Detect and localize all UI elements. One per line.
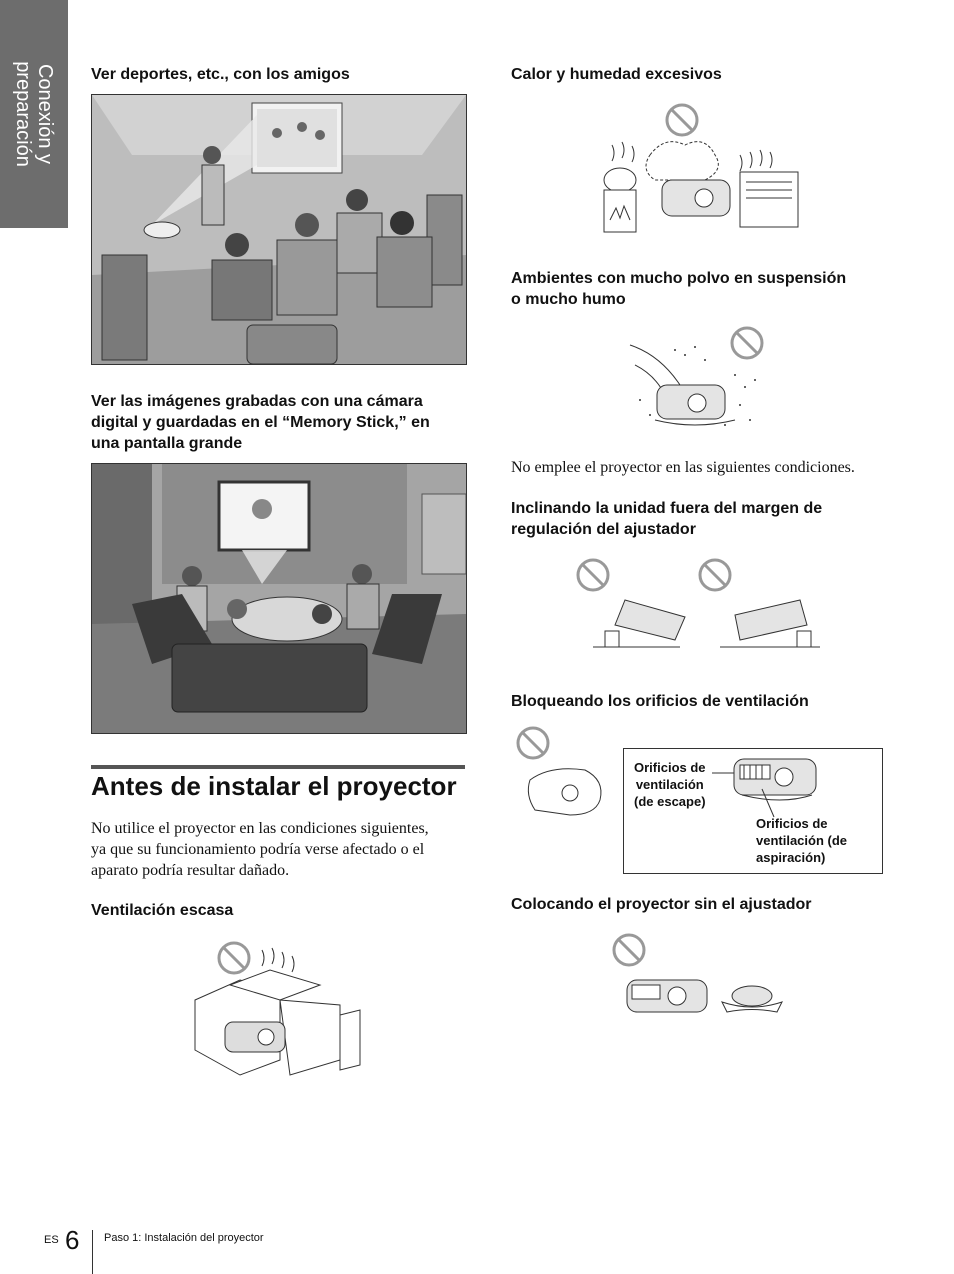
intake-vents-label [756, 815, 847, 866]
heading-sports: Ver deportes, etc., con los amigos [91, 66, 350, 83]
section-rule [91, 765, 465, 769]
exhaust-line1: Orificios de [634, 760, 706, 775]
vents-projector-illustration [712, 751, 822, 821]
no-adjuster-illustration [612, 930, 787, 1025]
side-tab [0, 0, 68, 228]
prohibited-icon [219, 943, 249, 973]
heading-tilt-line1: Inclinando la unidad fuera del margen de [511, 500, 823, 517]
heading-tilt [511, 498, 822, 540]
heading-memory-stick-line2: digital y guardadas en el “Memory Stick,” en [91, 414, 430, 431]
poor-ventilation-illustration [190, 940, 365, 1080]
intake-line1: Orificios de [756, 816, 828, 831]
exhaust-vents-label [634, 759, 706, 810]
vents-callout-box [623, 748, 883, 874]
intro-line3: aparato podría resultar dañado. [91, 862, 290, 879]
side-tab-line1: Conexión y [34, 63, 56, 165]
prohibited-icon [700, 560, 730, 590]
section-title: Antes de instalar el proyector [91, 771, 457, 801]
side-tab-label [12, 61, 56, 167]
footer-text: Paso 1: Instalación del proyector [104, 1232, 264, 1244]
covered-projector-illustration [515, 725, 610, 825]
heading-memory-stick [91, 391, 430, 454]
exhaust-line3: (de escape) [634, 794, 706, 809]
heading-dust-line1: Ambientes con mucho polvo en suspensión [511, 270, 847, 287]
prohibited-icon [667, 105, 697, 135]
usage-note: No emplee el proyector en las siguientes condiciones. [511, 459, 855, 476]
footer-page-number: 6 [65, 1225, 80, 1255]
intake-line2: ventilación (de [756, 833, 848, 848]
prohibited-icon [518, 728, 548, 758]
heading-heat-humidity: Calor y humedad excesivos [511, 66, 722, 83]
heading-memory-stick-line1: Ver las imágenes grabadas con una cámara [91, 393, 423, 410]
heading-dust-line2: o mucho humo [511, 291, 626, 308]
footer-lang: ES [44, 1234, 59, 1246]
intro-paragraph [91, 818, 471, 881]
intro-line1: No utilice el proyector en las condiciones siguientes, [91, 820, 429, 837]
heading-dust-smoke [511, 268, 846, 310]
heading-poor-ventilation: Ventilación escasa [91, 902, 234, 919]
tilt-illustration [575, 555, 825, 660]
dust-smoke-illustration [625, 325, 770, 440]
heading-memory-stick-line3: una pantalla grande [91, 435, 243, 452]
heading-no-adjuster: Colocando el proyector sin el ajustador [511, 896, 812, 913]
heat-humidity-illustration [600, 100, 805, 240]
footer-divider [92, 1230, 93, 1274]
intake-line3: aspiración) [756, 850, 826, 865]
side-tab-line2: preparación [12, 61, 34, 167]
dining-room-photo [91, 463, 467, 734]
heading-block-vents: Bloqueando los orificios de ventilación [511, 693, 809, 710]
heading-tilt-line2: regulación del ajustador [511, 521, 696, 538]
living-room-photo [91, 94, 467, 365]
intro-line2: ya que su funcionamiento podría verse afectado o el [91, 841, 425, 858]
prohibited-icon [614, 935, 644, 965]
prohibited-icon [732, 328, 762, 358]
prohibited-icon [578, 560, 608, 590]
exhaust-line2: ventilación [635, 777, 704, 792]
